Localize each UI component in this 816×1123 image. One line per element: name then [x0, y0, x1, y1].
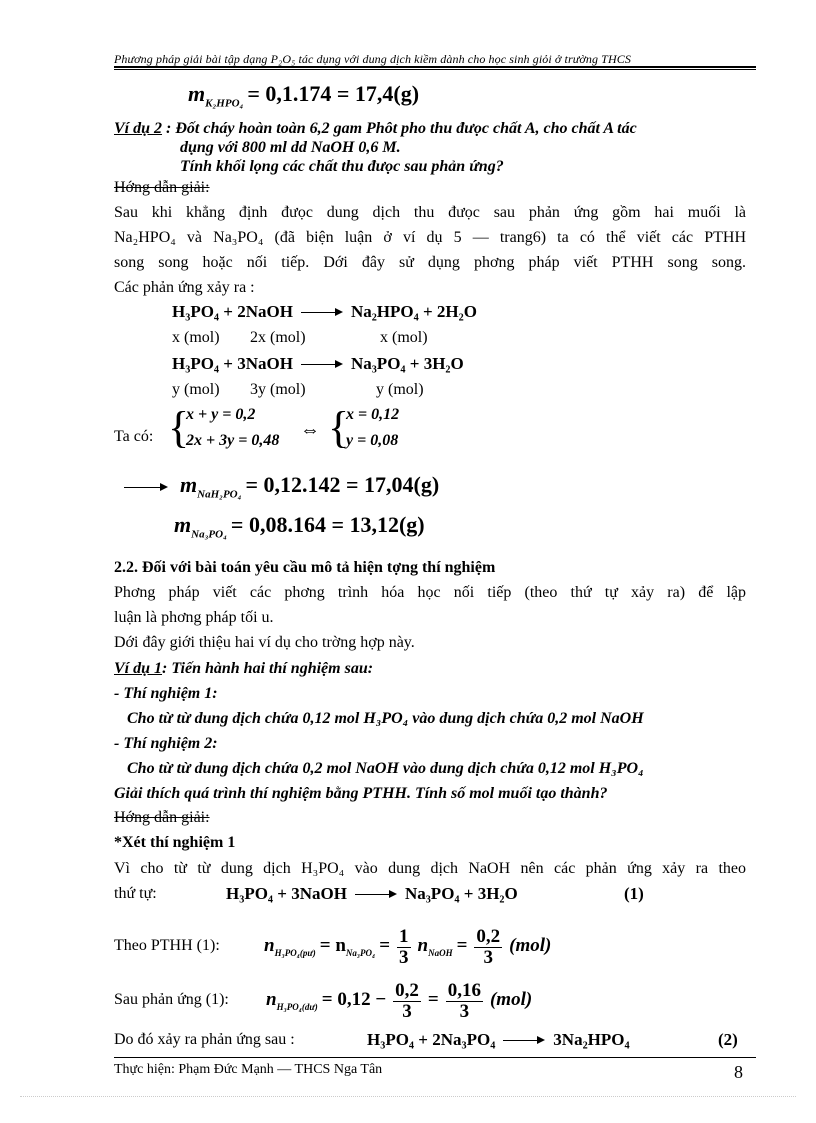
paragraph-2-line2: luận là phơng pháp tối u. — [114, 609, 274, 626]
right-brace-icon: { — [328, 403, 350, 452]
theo-pthh-formula: $n_{H_3PO_4(pư)} = n_{Na_3PO_4}$ = $\frac{1}{3}$ $n_{NaOH}$ = $\frac{0,2}{3}$ (mol) — [264, 925, 552, 968]
reaction-2: H₃PO₄ + 3NaOH Na₃PO₄ + 3H₂O — [172, 354, 464, 373]
section-2-2-heading: 2.2. Đối với bài toán yêu cầu mô tả hiện tợng thí nghiệm — [114, 559, 496, 576]
example-1-question: Giải thích quá trình thí nghiệm bằng PTHH. Tính số mol muối tạo thành? — [114, 785, 608, 802]
reaction-1: H₃PO₄ + 2NaOH Na₂HPO₄ + 2H₂O — [172, 302, 477, 321]
experiment-1-label: - Thí nghiệm 1: — [114, 685, 218, 702]
equivalence-arrow-icon: ⇔ — [300, 419, 320, 441]
experiment-2-label: - Thí nghiệm 2: — [114, 735, 218, 752]
paragraph-1-line4: Các phản ứng xảy ra : — [114, 279, 255, 296]
example-2-line2: dụng với 800 ml dd NaOH 0,6 M. — [180, 139, 401, 156]
result-2: $m_{Na_3PO_4} = 0,08.164 = 13,12(g)$ — [174, 512, 425, 541]
example-2-line1: Ví dụ 2 : Đốt cháy hoàn toàn 6,2 gam Phôt pho thu đưọc chất A, cho chất A tác — [114, 120, 637, 137]
arrow-icon — [355, 890, 397, 900]
system-label: Ta có: — [114, 428, 154, 445]
arrow-icon — [301, 360, 343, 370]
header-rule-thin — [114, 69, 756, 70]
experiment-1-body: Cho từ từ dung dịch chứa 0,12 mol H₃PO₄ vào dung dịch chứa 0,2 mol NaOH — [127, 710, 644, 727]
system-eq1: x + y = 0,2 — [186, 406, 256, 423]
paragraph-3-line1: Vì cho từ từ dung dịch H₃PO₄ vào dung dịch NaOH nên các phản ứng xảy ra theo — [114, 860, 746, 877]
footer-author: Thực hiện: Phạm Đức Mạnh — THCS Nga Tân — [114, 1062, 383, 1077]
paragraph-1-line1: Sau khi khẳng định đưọc dung dịch thu đưọc sau phản ứng gồm hai muối là — [114, 204, 746, 221]
system-eq2: 2x + 3y = 0,48 — [186, 432, 280, 449]
solution-y: y = 0,08 — [346, 432, 399, 449]
experiment-2-body: Cho từ từ dung dịch chứa 0,2 mol NaOH vào dung dịch chứa 0,12 mol H₃PO₄ — [127, 760, 644, 777]
sau-phan-ung-formula: $n_{H_3PO_4(dư)} = 0,12$ − $\frac{0,2}{3}$ = $\frac{0,16}{3}$ (mol) — [266, 979, 533, 1022]
page-number: 8 — [734, 1062, 743, 1082]
guide-heading-2: Hớng dẫn giải: — [114, 809, 210, 826]
reaction-1-equation: H₃PO₄ + 3NaOH Na₃PO₄ + 3H₂O — [226, 884, 518, 903]
consider-experiment-1: *Xét thí nghiệm 1 — [114, 834, 236, 851]
arrow-icon — [301, 308, 343, 318]
formula-k2hpo4: $m_{K_2HPO_4} = 0,1.174 = 17,4(g)$ — [188, 81, 420, 110]
paragraph-2-line3: Dới đây giới thiệu hai ví dụ cho trờng hợp này. — [114, 634, 415, 651]
header-rule — [114, 66, 756, 68]
footer-rule — [114, 1057, 756, 1058]
paragraph-3-line2: thứ tự: H₃PO₄ + 3NaOH Na₃PO₄ + 3H₂O (1) — [114, 884, 644, 903]
reaction-1-moles: x (mol) 2x (mol) x (mol) — [172, 329, 428, 346]
guide-heading-1: Hớng dẫn giải: — [114, 179, 210, 196]
do-do-line: Do đó xảy ra phản ứng sau : H₃PO₄ + 2Na₃PO₄ 3Na₂HPO₄ (2) — [114, 1030, 738, 1049]
reaction-2-equation: H₃PO₄ + 2Na₃PO₄ 3Na₂HPO₄ — [367, 1030, 630, 1049]
result-1: $m_{NaH_2PO_4} = 0,12.142 = 17,04(g)$ — [124, 475, 439, 504]
sau-phan-ung-line: Sau phản ứng (1): $n_{H_3PO_4(dư)} = 0,12$ − $\frac{0,2}{3}$ = $\frac{0,16}{3}$ (mol) — [114, 976, 229, 1024]
example-2-line3: Tính khối lọng các chất thu đưọc sau phản ứng? — [180, 158, 504, 175]
paragraph-1-line2: Na₂HPO₄ và Na₃PO₄ (đã biện luận ở ví dụ 5 — trang6) ta có thể viết các PTHH — [114, 229, 746, 246]
solution-x: x = 0,12 — [346, 406, 400, 423]
theo-pthh-line: Theo PTHH (1): $n_{H_3PO_4(pư)} = n_{Na_3PO_4}$ = $\frac{1}{3}$ $n_{NaOH}$ = $\frac{0,2}{3}$ (mol) — [114, 922, 220, 970]
left-brace-icon: { — [168, 403, 190, 452]
reaction-2-moles: y (mol) 3y (mol) y (mol) — [172, 381, 424, 398]
page-edge-dots — [20, 1096, 796, 1097]
paragraph-2-line1: Phơng pháp viết các phơng trình hóa học nối tiếp (theo thứ tự xảy ra) để lập — [114, 584, 746, 601]
paragraph-1-line3: song song hoặc nối tiếp. Dới đây sử dụng phơng pháp viết PTHH song song. — [114, 254, 746, 271]
arrow-icon — [503, 1036, 545, 1046]
arrow-icon — [124, 483, 168, 493]
example-1-heading: Ví dụ 1: Tiến hành hai thí nghiệm sau: — [114, 660, 374, 677]
running-header: Phương pháp giải bài tập dạng P₂O₅ tác dụng với dung dịch kiềm dành cho học sinh giỏi ở trường THCS — [114, 52, 631, 66]
